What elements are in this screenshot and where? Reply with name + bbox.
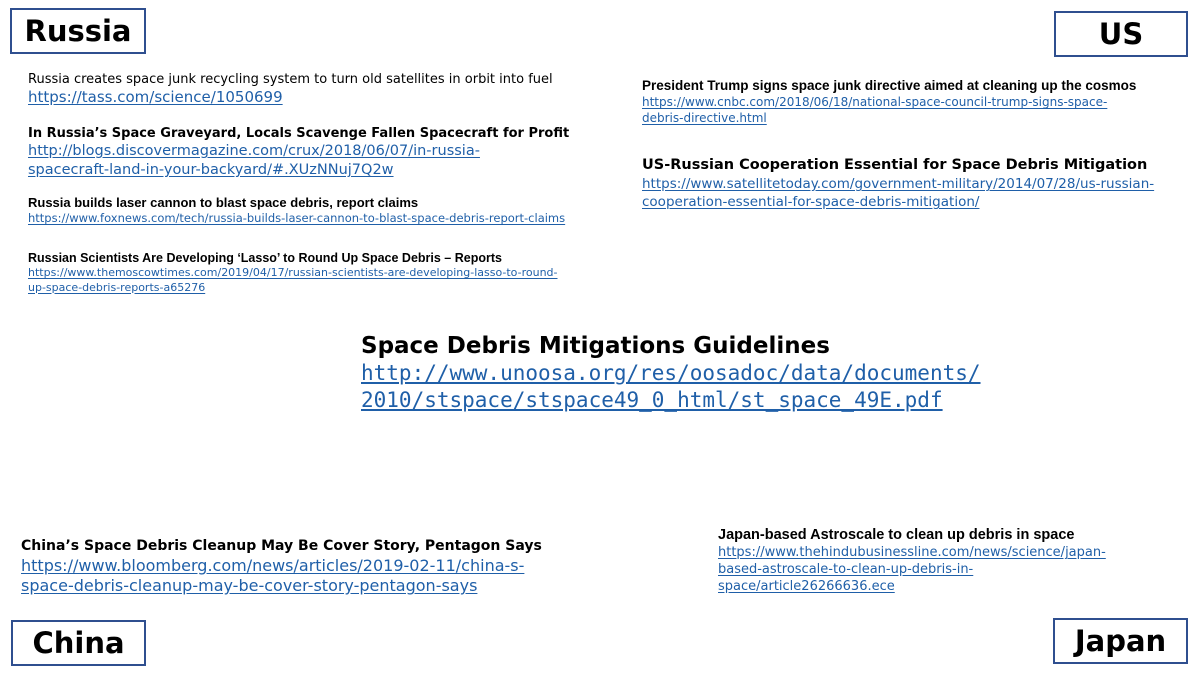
guidelines-title: Space Debris Mitigations Guidelines (361, 333, 830, 359)
china-article-cover-story (21, 537, 581, 596)
russia-heading: Russia (24, 14, 132, 48)
article-link[interactable]: https://www.themoscowtimes.com/2019/04/17/russian-scientists-are-developing-lasso-to-round- up-space-debris-reports-a65276 (28, 266, 558, 294)
japan-article-astroscale (718, 526, 1178, 595)
japan-heading-box (1053, 618, 1188, 664)
article-title: Russian Scientists Are Developing ‘Lasso’ to Round Up Space Debris – Reports (28, 251, 502, 265)
article-title: Japan-based Astroscale to clean up debris in space (718, 527, 1075, 543)
article-link[interactable]: https://www.foxnews.com/tech/russia-builds-laser-cannon-to-blast-space-debris-report-claims (28, 211, 566, 225)
article-title: Russia creates space junk recycling system to turn old satellites in orbit into fuel (28, 72, 553, 87)
guidelines-link[interactable]: http://www.unoosa.org/res/oosadoc/data/documents/ 2010/stspace/stspace49_0_html/st_space_49E.pdf (361, 361, 981, 412)
article-link[interactable]: http://blogs.discovermagazine.com/crux/2018/06/07/in-russia- spacecraft-land-in-your-backyard/#.XUzNNuj7Q2w (28, 143, 480, 178)
article-title: China’s Space Debris Cleanup May Be Cover Story, Pentagon Says (21, 538, 542, 554)
article-title: In Russia’s Space Graveyard, Locals Scavenge Fallen Spacecraft for Profit (28, 126, 570, 141)
article-link[interactable]: https://www.satellitetoday.com/government-military/2014/07/28/us-russian- cooperation-essential-for-space-debris-mitigation/ (642, 176, 1155, 210)
article-link[interactable]: https://tass.com/science/1050699 (28, 88, 283, 106)
article-title: President Trump signs space junk directive aimed at cleaning up the cosmos (642, 78, 1137, 93)
japan-heading: Japan (1074, 624, 1167, 658)
article-link[interactable]: https://www.thehindubusinessline.com/news/science/japan- based-astroscale-to-clean-up-debris-in- space/article26266636.ece (718, 545, 1106, 594)
article-link[interactable]: https://www.cnbc.com/2018/06/18/national-space-council-trump-signs-space- debris-directive.html (642, 95, 1108, 125)
article-title: US-Russian Cooperation Essential for Space Debris Mitigation (642, 157, 1148, 173)
article-title: Russia builds laser cannon to blast space debris, report claims (28, 195, 419, 210)
russia-heading-box (10, 8, 146, 54)
us-article-trump-directive (642, 77, 1182, 126)
us-heading-box (1054, 11, 1188, 57)
russia-article-recycling (28, 71, 628, 106)
guidelines-block (361, 332, 981, 414)
article-link[interactable]: https://www.bloomberg.com/news/articles/2019-02-11/china-s- space-debris-cleanup-may-be-cover-story-pentagon-says (21, 556, 525, 595)
us-heading: US (1098, 17, 1144, 51)
russia-article-graveyard (28, 125, 588, 180)
russia-article-laser-cannon (28, 194, 618, 226)
china-heading-box (11, 620, 146, 666)
us-article-cooperation (642, 156, 1192, 211)
russia-article-lasso (28, 250, 628, 295)
china-heading: China (32, 626, 125, 660)
